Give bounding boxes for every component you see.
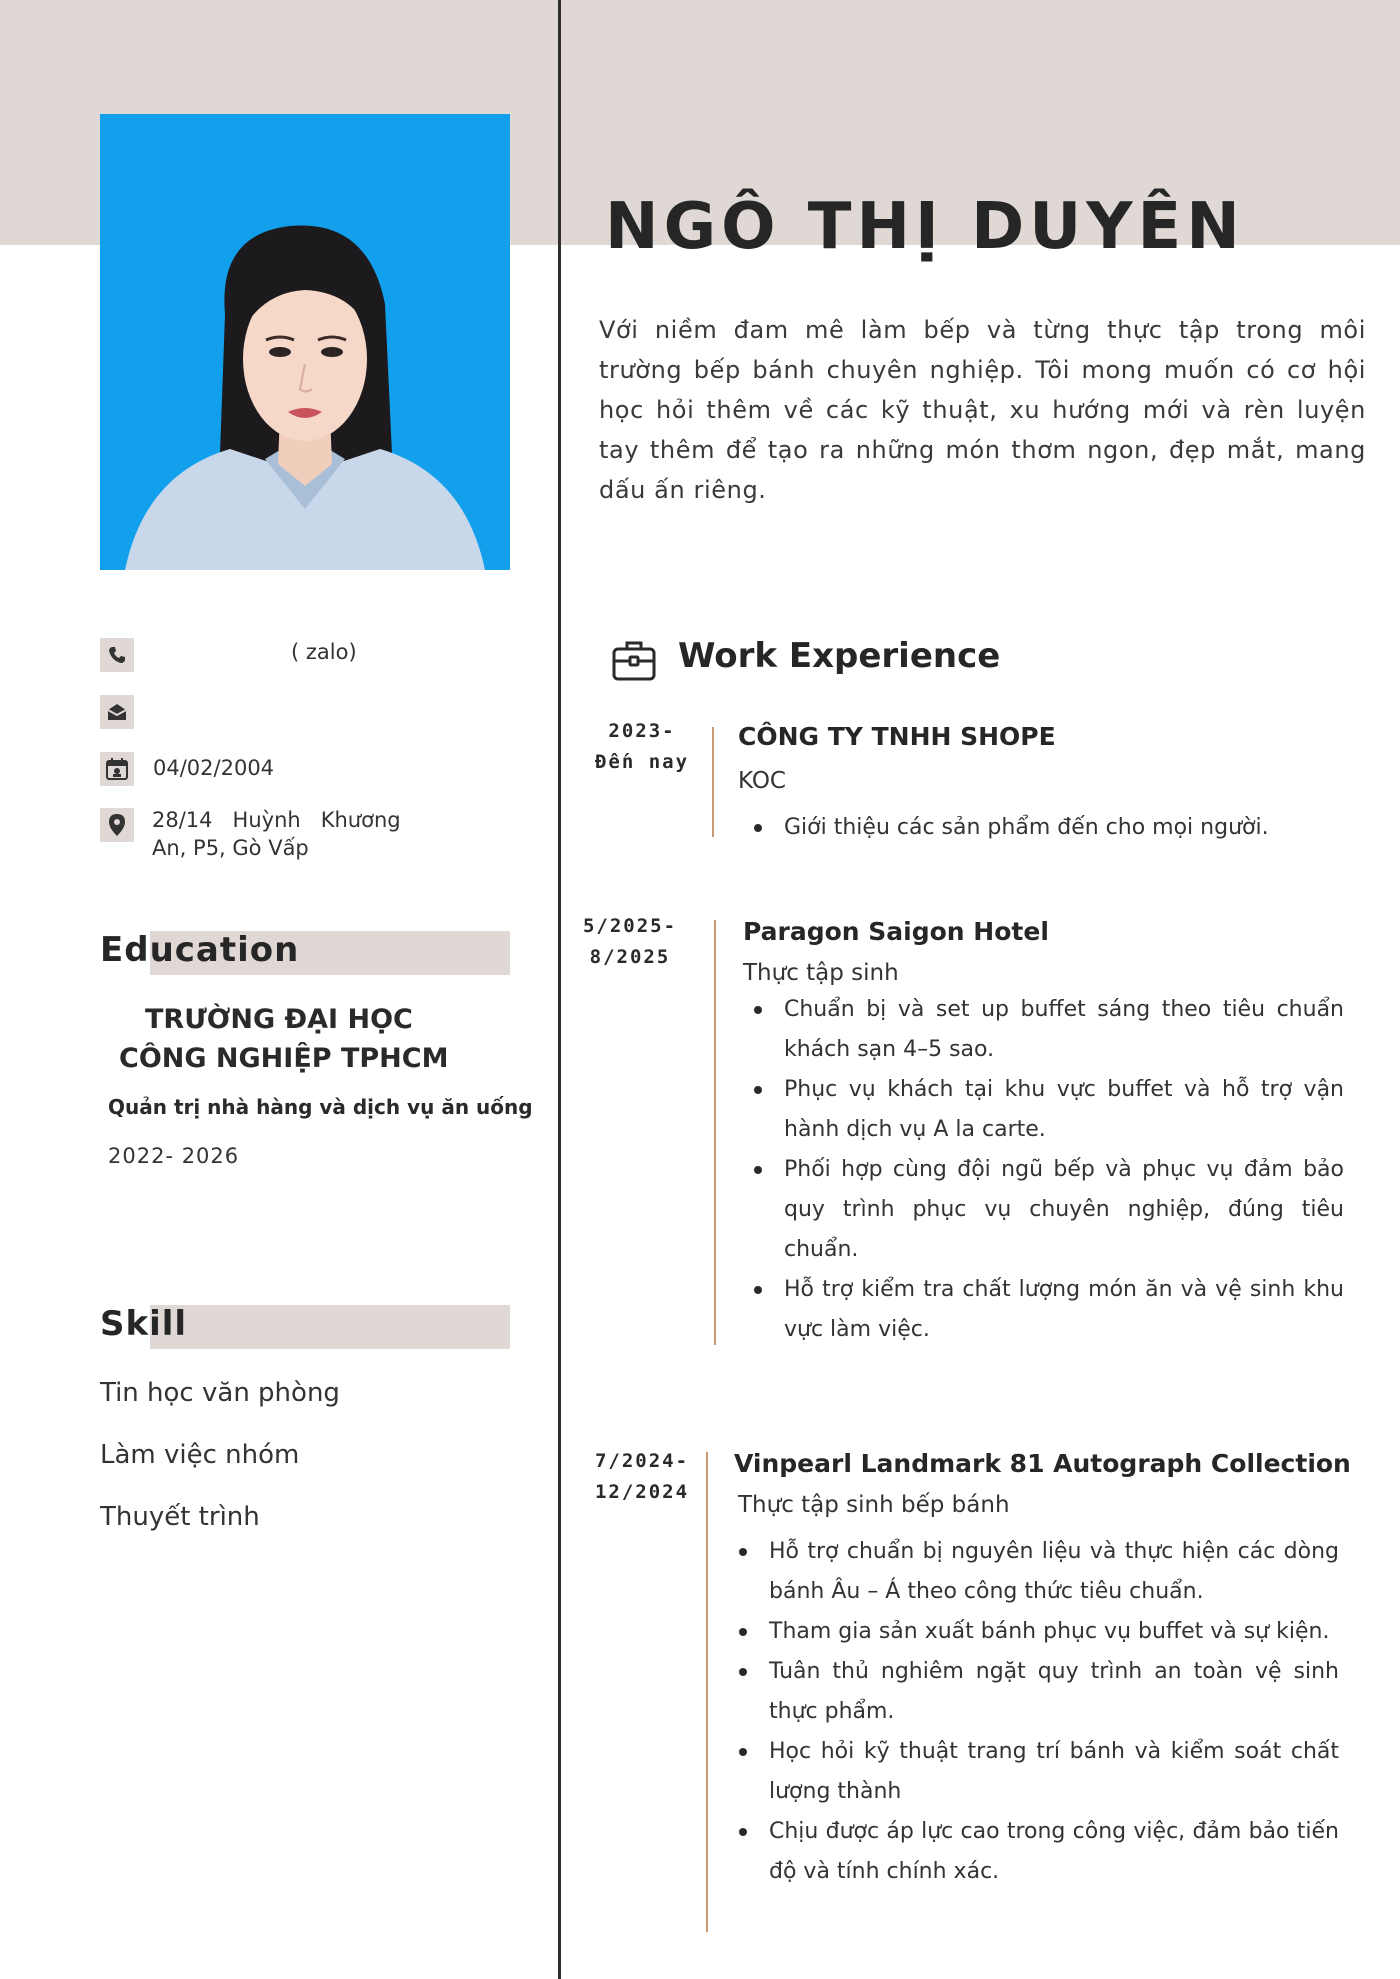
job-date-end: Đến nay: [594, 751, 690, 773]
birthday: 04/02/2004: [153, 756, 275, 780]
job-bullets: [733, 1532, 1339, 1892]
job-bullet: Giới thiệu các sản phẩm đến cho mọi người.: [748, 808, 1348, 848]
address: [152, 806, 401, 862]
job-bullet: Tuân thủ nghiêm ngặt quy trình an toàn vệ sinh thực phẩm.: [733, 1652, 1339, 1732]
job-date-start: 5/2025-: [582, 915, 678, 937]
job-date-start: 7/2024-: [594, 1450, 690, 1472]
school-line-1: TRƯỜNG ĐẠI HỌC: [145, 1004, 413, 1035]
candidate-name: NGÔ THỊ DUYÊN: [605, 190, 1245, 264]
education-years: 2022- 2026: [108, 1144, 240, 1168]
job-company: CÔNG TY TNHH SHOPE: [738, 722, 1056, 751]
address-line-2: An, P5, Gò Vấp: [152, 836, 309, 860]
profile-photo: [100, 114, 510, 570]
timeline-line: [714, 920, 716, 1345]
timeline-line: [706, 1452, 708, 1932]
job-role: Thực tập sinh: [743, 960, 899, 986]
calendar-icon: [100, 752, 134, 786]
timeline-line: [712, 727, 714, 837]
skill-item: Tin học văn phòng: [100, 1378, 340, 1408]
skill-item: Làm việc nhóm: [100, 1440, 300, 1470]
job-bullets: [748, 990, 1344, 1350]
job-bullet: Chuẩn bị và set up buffet sáng theo tiêu chuẩn khách sạn 4–5 sao.: [748, 990, 1344, 1070]
job-date: [587, 716, 697, 778]
job-date: [575, 911, 685, 973]
email-icon: [100, 695, 134, 729]
address-line-1: 28/14 Huỳnh Khương: [152, 808, 401, 832]
job-bullet: Hỗ trợ chuẩn bị nguyên liệu và thực hiện các dòng bánh Âu – Á theo công thức tiêu chuẩn.: [733, 1532, 1339, 1612]
job-date-end: 8/2025: [589, 946, 671, 968]
job-date: [587, 1446, 697, 1508]
education-major: Quản trị nhà hàng và dịch vụ ăn uống: [108, 1095, 533, 1119]
job-date-end: 12/2024: [594, 1481, 690, 1503]
job-company: Vinpearl Landmark 81 Autograph Collection: [734, 1449, 1351, 1478]
briefcase-icon: [612, 639, 656, 686]
job-bullet: Học hỏi kỹ thuật trang trí bánh và kiểm soát chất lượng thành: [733, 1732, 1339, 1812]
phone-note: ( zalo): [291, 640, 357, 664]
location-pin-icon: [100, 808, 134, 842]
job-role: Thực tập sinh bếp bánh: [738, 1492, 1010, 1518]
skill-item: Thuyết trình: [100, 1502, 260, 1532]
job-bullets: [748, 808, 1348, 848]
job-bullet: Phối hợp cùng đội ngũ bếp và phục vụ đảm bảo quy trình phục vụ chuyên nghiệp, đúng tiêu chuẩn.: [748, 1150, 1344, 1270]
profile-summary: Với niềm đam mê làm bếp và từng thực tập trong môi trường bếp bánh chuyên nghiệp. Tôi mong muốn có cơ hội học hỏi thêm về các kỹ thuật, xu hướng mới và rèn luyện tay thêm để tạo ra những món thơm ngon, đẹp mắt, mang dấu ấn riêng.: [599, 316, 1366, 504]
skill-heading-bar: [150, 1305, 510, 1349]
skill-title: Skill: [100, 1304, 188, 1344]
education-school: [100, 1000, 510, 1078]
work-experience-title: Work Experience: [678, 636, 1001, 676]
job-bullet: Chịu được áp lực cao trong công việc, đảm bảo tiến độ và tính chính xác.: [733, 1812, 1339, 1892]
job-date-start: 2023-: [608, 720, 676, 742]
job-company: Paragon Saigon Hotel: [743, 917, 1049, 946]
job-role: KOC: [738, 768, 786, 794]
education-title: Education: [100, 930, 300, 970]
job-bullet: Hỗ trợ kiểm tra chất lượng món ăn và vệ sinh khu vực làm việc.: [748, 1270, 1344, 1350]
job-bullet: Phục vụ khách tại khu vực buffet và hỗ trợ vận hành dịch vụ A la carte.: [748, 1070, 1344, 1150]
column-divider: [558, 0, 561, 1979]
phone-icon: [100, 638, 134, 672]
school-line-2: CÔNG NGHIỆP TPHCM: [119, 1043, 449, 1074]
job-bullet: Tham gia sản xuất bánh phục vụ buffet và sự kiện.: [733, 1612, 1339, 1652]
